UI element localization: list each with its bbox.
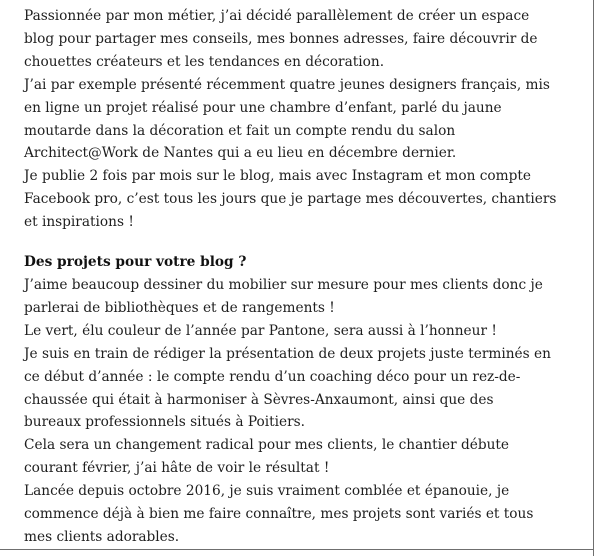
frame-bottom-border (0, 549, 594, 550)
text-line: J’ai par exemple présenté récemment quatre jeunes designers français, mis (24, 76, 550, 93)
text-line: chaussée qui était à harmoniser à Sèvres-Anxaumont, ainsi que des (24, 391, 494, 408)
text-line: moutarde dans la décoration et fait un compte rendu du salon (24, 122, 456, 139)
text-line: Lancée depuis octobre 2016, je suis vraiment comblée et épanouie, je (24, 483, 510, 500)
text-line: mes clients adorables. (24, 528, 180, 545)
frame-right-border (593, 0, 594, 556)
text-line: Le vert, élu couleur de l’année par Pantone, sera aussi à l’honneur ! (24, 322, 497, 339)
text-line: Je publie 2 fois par mois sur le blog, mais avec Instagram et mon compte (24, 168, 531, 185)
text-line: Passionnée par mon métier, j’ai décidé parallèlement de créer un espace (24, 8, 530, 24)
text-line: bureaux professionnels situés à Poitiers. (24, 414, 306, 431)
text-line: J’aime beaucoup dessiner du mobilier sur mesure pour mes clients donc je (24, 276, 543, 293)
intro-paragraph (24, 5, 584, 234)
article-body (24, 5, 584, 549)
text-line: commence déjà à bien me faire connaître, mes projets sont variés et tous (24, 506, 534, 523)
section-paragraph (24, 274, 584, 549)
text-line: chouettes créateurs et les tendances en décoration. (24, 53, 385, 70)
text-line: Cela sera un changement radical pour mes clients, le chantier débute (24, 437, 510, 454)
paragraph-spacer (24, 234, 584, 251)
text-line: Je suis en train de rédiger la présentation de deux projets juste terminés en (24, 345, 551, 362)
text-line: ce début d’année : le compte rendu d’un coaching déco pour un rez-de- (24, 368, 521, 385)
text-line: Facebook pro, c’est tous les jours que je partage mes découvertes, chantiers (24, 191, 557, 208)
section-heading: Des projets pour votre blog ? (24, 254, 247, 271)
text-line: Architect@Work de Nantes qui a eu lieu en décembre dernier. (24, 145, 457, 162)
text-line: et inspirations ! (24, 214, 134, 231)
text-line: en ligne un projet réalisé pour une chambre d’enfant, parlé du jaune (24, 99, 502, 116)
text-line: blog pour partager mes conseils, mes bonnes adresses, faire découvrir de (24, 30, 538, 47)
text-line: courant février, j’ai hâte de voir le résultat ! (24, 460, 330, 477)
text-line: parlerai de bibliothèques et de rangements ! (24, 299, 335, 316)
